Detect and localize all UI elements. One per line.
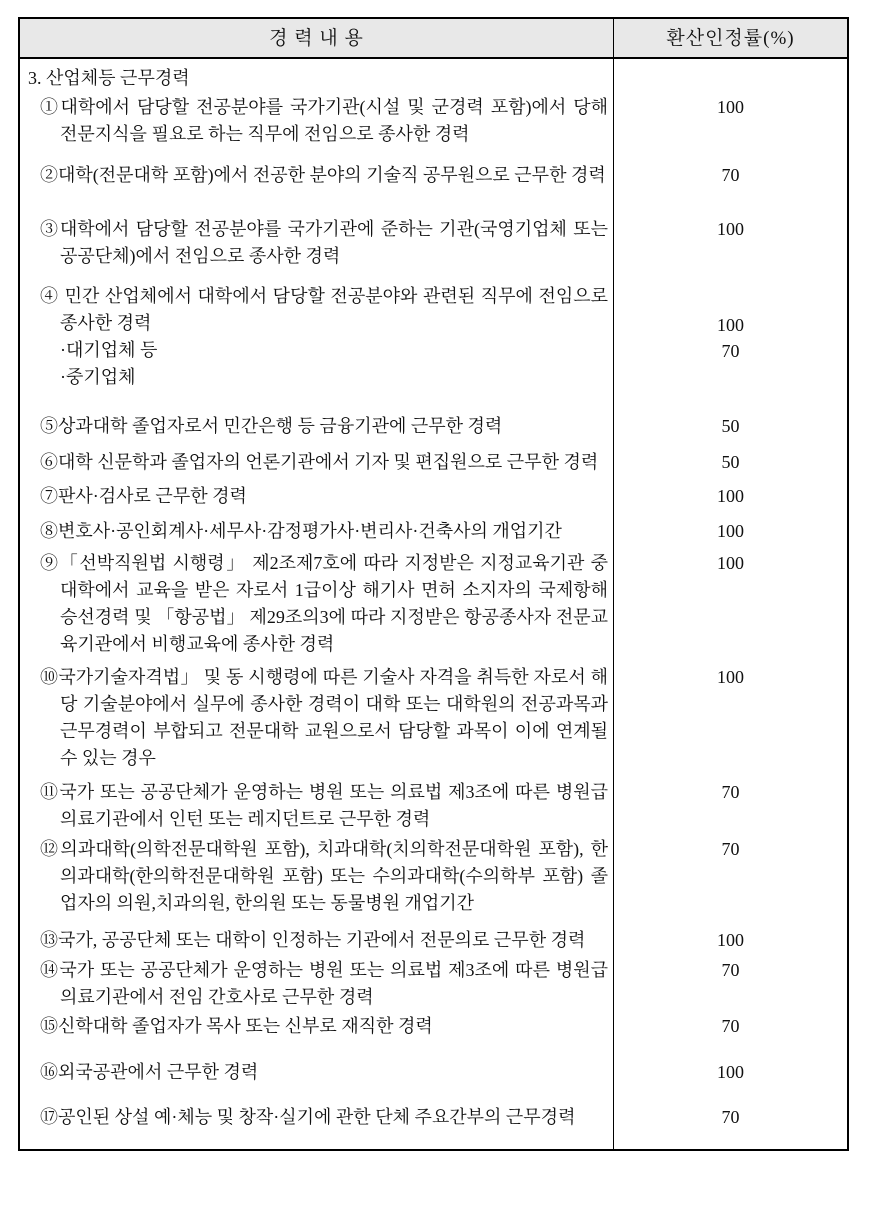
table-header-row <box>20 19 847 59</box>
rate-value: 100 <box>717 219 744 239</box>
rate-cell <box>614 545 847 658</box>
career-text: ⑩국가기술자격법」 및 동 시행령에 따른 기술사 자격을 취득한 자로서 해당 기술분야에서 실무에 종사한 경력이 대학 또는 대학원의 전공과목과 근무경력이 부합되고 전문대학 교원으로서 담당할 과목이 이에 연계될 수 있는 경우 <box>40 667 608 768</box>
rate-value: 70 <box>721 165 740 185</box>
rate-value: 100 <box>717 1062 744 1082</box>
table-row <box>20 189 847 270</box>
rate-value: 70 <box>721 341 740 361</box>
career-cell <box>20 92 614 148</box>
table-row <box>20 772 847 833</box>
career-text: ⑨「선박직원법 시행령」 제2조제7호에 따라 지정받은 지정교육기관 중 대학에서 교육을 받은 자로서 1급이상 해기사 면허 소지자의 국제항해 승선경력 및 「항공법」 제29조의3에 따라 지정받은 항공종사자 전문교육기관에서 비행교육에 종사한 경력 <box>40 553 608 654</box>
career-cell <box>20 148 614 189</box>
rate-cell <box>614 1086 847 1149</box>
rate-value: 100 <box>717 486 744 506</box>
sub-item-text: ·대기업체 등 <box>60 340 158 360</box>
career-cell <box>20 833 614 917</box>
career-text: ⑦판사·검사로 근무한 경력 <box>40 486 247 506</box>
career-cell <box>20 545 614 658</box>
rate-cell <box>614 270 847 391</box>
table-row-with-subitems <box>20 270 847 391</box>
career-text: ⑰공인된 상설 예·체능 및 창작·실기에 관한 단체 주요간부의 근무경력 <box>40 1107 576 1127</box>
sub-item-text: ·중기업체 <box>60 367 136 387</box>
table-row <box>20 1040 847 1086</box>
career-conversion-table <box>18 17 849 1151</box>
career-text: ⑭국가 또는 공공단체가 운영하는 병원 또는 의료법 제3조에 따른 병원급 의료기관에서 전임 간호사로 근무한 경력 <box>40 960 608 1007</box>
career-text: ④ 민간 산업체에서 대학에서 담당할 전공분야와 관련된 직무에 전임으로 종사한 경력 <box>40 286 608 333</box>
rate-cell <box>614 440 847 476</box>
career-cell <box>20 510 614 545</box>
career-text: ③대학에서 담당할 전공분야를 국가기관에 준하는 기관(국영기업체 또는 공공단체)에서 전임으로 종사한 경력 <box>40 219 608 266</box>
rate-value: 50 <box>721 416 740 436</box>
career-cell <box>20 917 614 954</box>
rate-cell <box>614 148 847 189</box>
table-row <box>20 510 847 545</box>
table-row <box>20 92 847 148</box>
section-title: 3. 산업체등 근무경력 <box>28 68 190 88</box>
sub-item-rates <box>614 283 847 364</box>
career-cell <box>20 1040 614 1086</box>
career-cell <box>20 270 614 391</box>
table-row <box>20 658 847 772</box>
career-text: ①대학에서 담당할 전공분야를 국가기관(시설 및 군경력 포함)에서 당해 전문지식을 필요로 하는 직무에 전임으로 종사한 경력 <box>40 97 608 144</box>
career-cell <box>20 1011 614 1040</box>
career-cell <box>20 189 614 270</box>
career-cell <box>20 658 614 772</box>
table-row <box>20 1011 847 1040</box>
career-text: ②대학(전문대학 포함)에서 전공한 분야의 기술직 공무원으로 근무한 경력 <box>40 165 606 185</box>
rate-cell <box>614 476 847 510</box>
career-text: ⑧변호사·공인회계사·세무사·감정평가사·변리사·건축사의 개업기간 <box>40 521 562 541</box>
rate-cell <box>614 772 847 833</box>
rate-cell <box>614 833 847 917</box>
rate-value: 70 <box>721 960 740 980</box>
rate-value: 100 <box>717 553 744 573</box>
table-row <box>20 148 847 189</box>
table-row <box>20 917 847 954</box>
career-text: ⑤상과대학 졸업자로서 민간은행 등 금융기관에 근무한 경력 <box>40 416 503 436</box>
table-row <box>20 954 847 1011</box>
rate-cell <box>614 59 847 92</box>
rate-cell <box>614 658 847 772</box>
career-cell <box>20 59 614 92</box>
career-cell <box>20 954 614 1011</box>
career-cell <box>20 391 614 440</box>
rate-cell <box>614 954 847 1011</box>
rate-cell <box>614 92 847 148</box>
rate-value: 100 <box>717 667 744 687</box>
rate-cell <box>614 391 847 440</box>
rate-value: 100 <box>717 315 744 335</box>
career-cell <box>20 772 614 833</box>
career-cell <box>20 440 614 476</box>
table-body <box>20 59 847 1149</box>
section-title-row <box>20 59 847 92</box>
rate-value: 70 <box>721 839 740 859</box>
career-text: ⑥대학 신문학과 졸업자의 언론기관에서 기자 및 편집원으로 근무한 경력 <box>40 452 599 472</box>
header-career-content: 경 력 내 용 <box>20 19 614 57</box>
header-conversion-rate: 환산인정률(%) <box>666 28 795 49</box>
rate-cell <box>614 917 847 954</box>
table-row <box>20 391 847 440</box>
rate-cell <box>614 189 847 270</box>
rate-value: 100 <box>717 97 744 117</box>
table-row <box>20 545 847 658</box>
rate-cell <box>614 510 847 545</box>
rate-value: 70 <box>721 1016 740 1036</box>
table-row <box>20 476 847 510</box>
table-row <box>20 833 847 917</box>
table-row <box>20 1086 847 1149</box>
rate-cell <box>614 1040 847 1086</box>
career-text: ⑫의과대학(의학전문대학원 포함), 치과대학(치의학전문대학원 포함), 한의과대학(한의학전문대학원 포함) 또는 수의과대학(수의학부 포함) 졸업자의 의원,치과의원, 한의원 또는 동물병원 개업기간 <box>40 839 608 913</box>
rate-value: 100 <box>717 521 744 541</box>
career-text: ⑬국가, 공공단체 또는 대학이 인정하는 기관에서 전문의로 근무한 경력 <box>40 930 586 950</box>
career-cell <box>20 476 614 510</box>
table-row <box>20 440 847 476</box>
rate-value: 100 <box>717 930 744 950</box>
career-cell <box>20 1086 614 1149</box>
career-text: ⑪국가 또는 공공단체가 운영하는 병원 또는 의료법 제3조에 따른 병원급 의료기관에서 인턴 또는 레지던트로 근무한 경력 <box>40 782 608 829</box>
career-text: ⑮신학대학 졸업자가 목사 또는 신부로 재직한 경력 <box>40 1016 433 1036</box>
rate-value: 70 <box>721 782 740 802</box>
career-text: ⑯외국공관에서 근무한 경력 <box>40 1062 259 1082</box>
rate-cell <box>614 1011 847 1040</box>
rate-value: 50 <box>721 452 740 472</box>
rate-value: 70 <box>721 1107 740 1127</box>
